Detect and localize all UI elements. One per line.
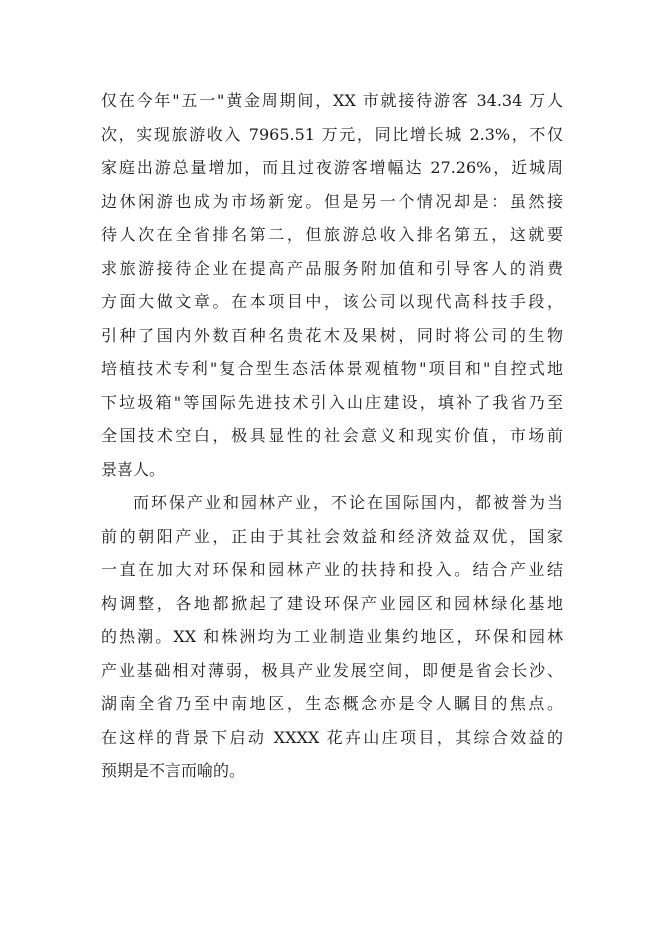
text-line: 培植技术专利"复合型生态活体景观植物"项目和"自控式地 [101, 359, 563, 378]
paragraph-2 [101, 486, 563, 788]
text-line: 次，实现旅游收入 7965.51 万元，同比增长城 2.3%，不仅 [101, 124, 563, 144]
text-line: 边休闲游也成为市场新宠。但是另一个情况却是：虽然接 [101, 191, 563, 211]
text-line: 求旅游接待企业在提高产品服务附加值和引导客人的消费 [101, 258, 563, 278]
text-line: 全国技术空白，极具显性的社会意义和现实价值，市场前 [101, 426, 563, 445]
text-line: 景喜人。 [101, 459, 166, 479]
text-line: 在这样的背景下启动 XXXX 花卉山庄项目，其综合效益的 [101, 727, 563, 747]
text-line: 一直在加大对环保和园林产业的扶持和投入。结合产业结 [101, 560, 563, 579]
text-line: 的热潮。XX 和株洲均为工业制造业集约地区，环保和园林 [101, 627, 563, 646]
text-line: 湖南全省乃至中南地区，生态概念亦是令人瞩目的焦点。 [101, 694, 563, 713]
text-line: 家庭出游总量增加，而且过夜游客增幅达 27.26%，近城周 [101, 158, 563, 177]
paragraph-1 [101, 84, 563, 486]
document-body [101, 84, 563, 788]
text-line: 构调整，各地都掀起了建设环保产业园区和园林绿化基地 [101, 593, 563, 613]
text-line: 下垃圾箱"等国际先进技术引入山庄建设，填补了我省乃至 [101, 392, 563, 412]
text-line: 引种了国内外数百种名贵花木及果树，同时将公司的生物 [101, 325, 563, 345]
text-line: 产业基础相对薄弱，极具产业发展空间，即便是省会长沙、 [101, 660, 563, 680]
text-line: 而环保产业和园林产业，不论在国际国内，都被誉为当 [133, 493, 563, 512]
text-line: 仅在今年"五一"黄金周期间，XX 市就接待游客 34.34 万人 [101, 91, 563, 110]
text-line: 待人次在全省排名第二，但旅游总收入排名第五，这就要 [101, 225, 563, 244]
text-line: 前的朝阳产业，正由于其社会效益和经济效益双优，国家 [101, 526, 563, 546]
text-line: 方面大做文章。在本项目中，该公司以现代高科技手段， [101, 292, 563, 311]
text-line: 预期是不言而喻的。 [101, 761, 246, 780]
